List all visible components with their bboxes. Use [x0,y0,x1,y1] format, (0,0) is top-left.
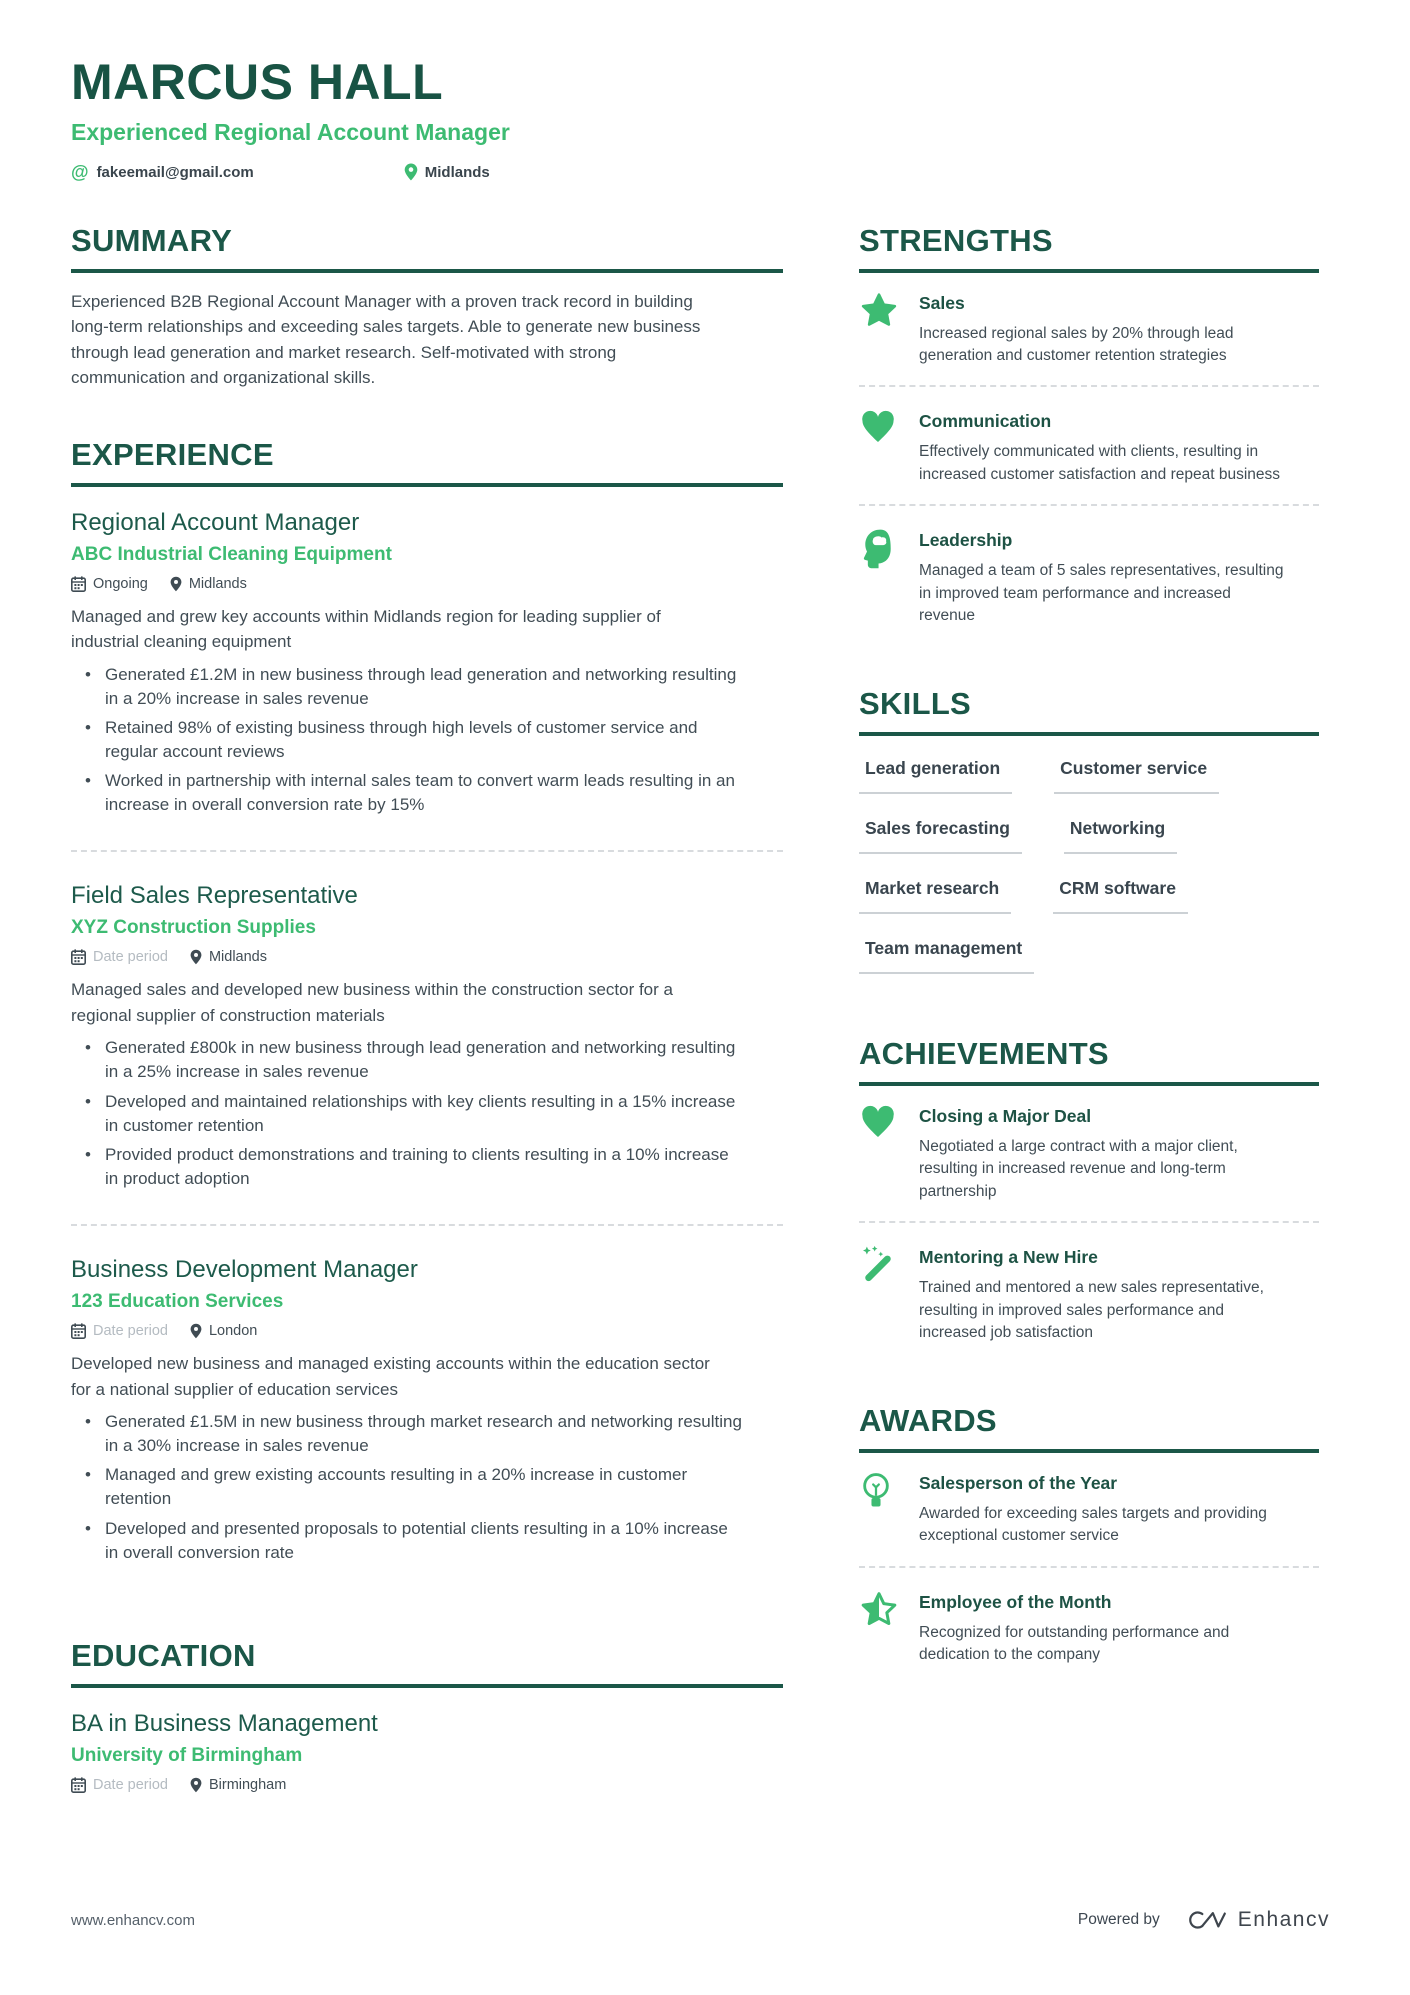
award-text: Awarded for exceeding sales targets and providing exceptional customer service [919,1504,1267,1545]
job-bullet: • Worked in partnership with internal sales team to convert warm leads resulting in an increase in overall conversion rate by 15% [71,769,743,817]
right-column [859,223,1319,1855]
job-bullets [71,1036,743,1191]
dashed-divider [859,1221,1319,1223]
lightbulb-icon [859,1469,919,1548]
email-text[interactable]: fakeemail@gmail.com [96,163,254,181]
left-column [71,223,783,1855]
job-company: 123 Education Services [71,1291,284,1312]
job-date: Ongoing [93,575,148,592]
calendar-icon [71,1323,86,1339]
location-pair [170,576,247,592]
strengths-heading: STRENGTHS [859,223,1319,273]
location-pin-icon [404,163,418,181]
skill-tag: Sales forecasting [859,818,1022,854]
location-pair [404,163,490,181]
email-pair [71,162,254,183]
job-description: Developed new business and managed existing accounts within the education sector for a national supplier of education services [71,1354,710,1399]
strength-text: Managed a team of 5 sales representatives, resulting in improved team performance and increased revenue [919,562,1284,625]
job-meta-row [71,1323,783,1339]
award-text: Recognized for outstanding performance and dedication to the company [919,1623,1230,1663]
job-date: Date period [93,949,168,966]
experience-entry [71,876,783,1200]
skill-tag: Team management [859,938,1034,974]
achievement-text: Negotiated a large contract with a major client, resulting in increased revenue and long-term partnership [919,1137,1238,1200]
magic-wand-icon [859,1243,919,1344]
achievement-item [859,1102,1319,1203]
education-meta-row [71,1777,783,1793]
job-description: Managed and grew key accounts within Midlands region for leading supplier of industrial cleaning equipment [71,606,661,651]
skills-heading: SKILLS [859,686,1319,736]
job-bullet: • Generated £800k in new business through lead generation and networking resulting in a 25% increase in sales revenue [71,1036,743,1084]
star-outline-icon [859,1588,919,1667]
dashed-divider [859,385,1319,387]
location-text: Midlands [424,163,490,181]
job-bullet: • Developed and maintained relationships with key clients resulting in a 15% increase in customer retention [71,1090,743,1138]
achievements-section [859,1036,1319,1345]
achievements-heading: ACHIEVEMENTS [859,1036,1319,1086]
location-pin-icon [190,1777,202,1793]
person-name: MARCUS HALL [71,54,444,110]
education-date: Date period [93,1776,168,1793]
job-bullet: • Developed and presented proposals to potential clients resulting in a 10% increase in overall conversion rate [71,1517,743,1565]
location-pair [190,949,267,965]
job-bullet: • Generated £1.2M in new business through lead generation and networking resulting in a 20% increase in sales revenue [71,663,743,711]
website-link[interactable]: www.enhancv.com [71,1911,195,1929]
experience-section [71,437,783,1574]
strength-item [859,407,1319,486]
job-company: XYZ Construction Supplies [71,917,316,939]
location-pin-icon [190,949,202,965]
dashed-divider [71,1224,783,1226]
dashed-divider [859,504,1319,506]
award-item [859,1469,1319,1548]
job-location: London [208,1323,258,1339]
skill-tag: Networking [1064,818,1177,854]
education-location: Birmingham [208,1776,287,1793]
job-meta-row [71,576,783,592]
enhancv-logo-icon [1184,1907,1228,1933]
skill-tag: Market research [859,878,1011,914]
award-title: Salesperson of the Year [919,1472,1118,1493]
calendar-icon [71,1777,86,1793]
date-pair [71,1777,168,1793]
strength-text: Effectively communicated with clients, resulting in increased customer satisfaction and repeat business [919,443,1281,483]
awards-heading: AWARDS [859,1403,1319,1453]
calendar-icon [71,576,86,592]
job-bullet: • Generated £1.5M in new business through market research and networking resulting in a 30% increase in sales revenue [71,1410,743,1458]
enhancv-logo[interactable] [1184,1907,1330,1933]
powered-by-label: Powered by [1077,1911,1160,1928]
job-location: Midlands [208,949,267,966]
job-bullet: • Provided product demonstrations and training to clients resulting in a 10% increase in product adoption [71,1143,743,1191]
experience-entry [71,503,783,827]
location-pair [190,1777,286,1793]
award-title: Employee of the Month [919,1591,1112,1612]
contact-row [71,162,1410,183]
award-item [859,1588,1319,1667]
enhancv-wordmark: Enhancv [1237,1908,1330,1931]
date-pair [71,576,148,592]
job-bullet: • Managed and grew existing accounts resulting in a 20% increase in customer retention [71,1463,743,1511]
location-pin-icon [170,576,182,592]
experience-entry [71,1250,783,1574]
education-heading: EDUCATION [71,1638,783,1688]
star-icon [859,289,919,368]
job-title: Business Development Manager [71,1256,418,1283]
job-company: ABC Industrial Cleaning Equipment [71,543,392,565]
experience-heading: EXPERIENCE [71,437,783,487]
achievement-title: Closing a Major Deal [919,1105,1092,1126]
page-footer [71,1907,1330,1933]
job-title: Regional Account Manager [71,508,360,536]
skill-tag: CRM software [1053,878,1188,914]
strength-title: Communication [919,411,1052,432]
skills-section [859,686,1319,974]
achievement-item [859,1243,1319,1344]
job-title: Field Sales Representative [71,882,358,910]
heart-icon [859,1102,919,1203]
education-section [71,1638,783,1809]
head-brain-icon [859,526,919,627]
resume-header [71,56,1410,183]
job-date: Date period [93,1323,168,1339]
skill-tag: Lead generation [859,758,1012,794]
strength-title: Leadership [919,530,1013,551]
location-pair [190,1323,257,1339]
job-bullets [71,663,743,818]
degree-title: BA in Business Management [71,1709,378,1737]
calendar-icon [71,949,86,965]
job-bullet: • Retained 98% of existing business through high levels of customer service and regular account reviews [71,716,743,764]
date-pair [71,1323,168,1339]
person-title: Experienced Regional Account Manager [71,118,510,145]
strengths-section [859,223,1319,628]
education-entry [71,1704,783,1809]
powered-by-group [1078,1907,1330,1933]
strength-item [859,526,1319,627]
dashed-divider [859,1566,1319,1568]
strength-title: Sales [919,292,965,313]
job-location: Midlands [188,575,247,592]
summary-heading: SUMMARY [71,223,783,273]
summary-section [71,223,783,391]
achievement-title: Mentoring a New Hire [919,1247,1098,1268]
school-name: University of Birmingham [71,1744,303,1766]
strength-text: Increased regional sales by 20% through lead generation and customer retention strategies [919,324,1234,364]
dashed-divider [71,850,783,852]
heart-icon [859,407,919,486]
achievement-text: Trained and mentored a new sales representative, resulting in improved sales performance and increased job satisfaction [919,1279,1264,1342]
skill-tags [859,752,1319,974]
job-bullets [71,1410,743,1565]
job-meta-row [71,949,783,965]
location-pin-icon [190,1323,202,1339]
at-icon: @ [71,161,89,182]
date-pair [71,949,168,965]
awards-section [859,1403,1319,1667]
job-description: Managed sales and developed new business within the construction sector for a regional supplier of construction materials [71,980,673,1025]
strength-item [859,289,1319,368]
summary-text: Experienced B2B Regional Account Manager with a proven track record in building long-term relationships and exceeding sales targets. Able to generate new business through lead generation and market research. Self-motivated with strong communication and organizational skills. [71,291,701,387]
skill-tag: Customer service [1054,758,1219,794]
